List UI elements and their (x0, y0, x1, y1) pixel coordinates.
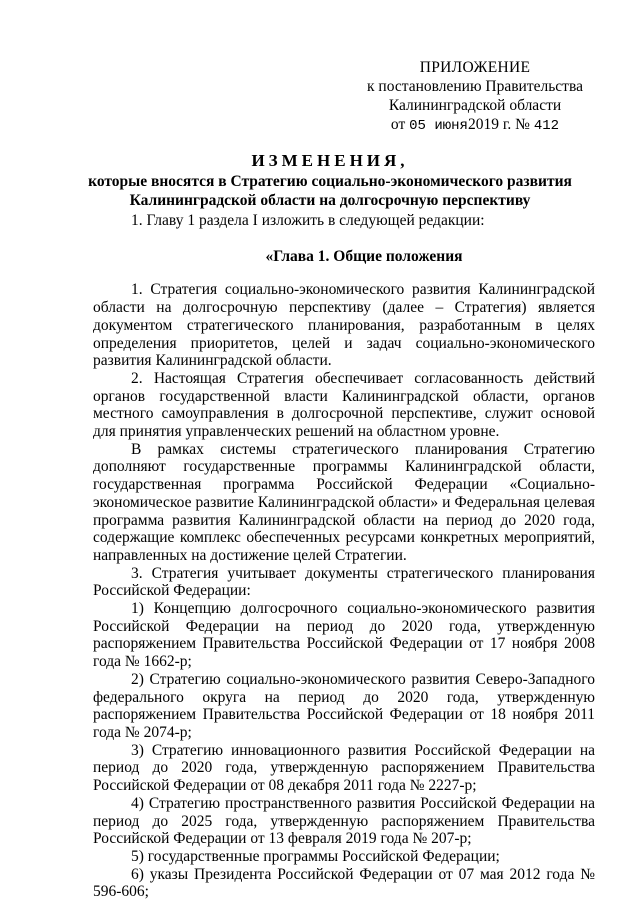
date-value: 05 июня (409, 118, 468, 134)
appendix-block (360, 58, 590, 136)
paragraph: 2. Настоящая Стратегия обеспечивает согласованность действий органов государственной власти Калининградской области, органов местного самоуправления в долгосрочной перспективе, служит основой для принятия управленческих решений на областном уровне. (93, 369, 595, 441)
appendix-date-line (360, 115, 590, 136)
paragraph: В рамках системы стратегического планирования Стратегию дополняют государственные программы Калининградской области, государственная программа Российской Федерации «Социально-экономическое развитие Калининградской области» и Федеральная целевая программа развития Калининградской области на период до 2020 года, содержащие комплекс обеспеченных ресурсами конкретных мероприятий, направленных на достижение целей Стратегии. (93, 440, 595, 564)
list-item: 5) государственные программы Российской Федерации; (131, 847, 500, 865)
paragraph: 3. Стратегия учитывает документы стратегического планирования Российской Федерации: (93, 564, 595, 600)
paragraph: 1. Стратегия социально-экономического развития Калининградской области на долгосрочную перспективу (далее – Стратегия) является документом стратегического планирования, разработанным в целях определения приоритетов, целей и задач социально-экономического развития Калининградской области. (93, 281, 595, 370)
heading-main: ИЗМЕНЕНИЯ, (251, 151, 409, 170)
list-item: 2) Стратегию социально-экономического развития Северо-Западного федерального округа на период до 2020 года, утвержденную распоряжением Правительства Российской Федерации от 18 ноября 2011 года № 2074-р; (93, 670, 595, 741)
appendix-title: ПРИЛОЖЕНИЕ (419, 59, 531, 76)
list-item: 4) Стратегию пространственного развития Российской Федерации на период до 2025 года, утвержденную распоряжением Правительства Российской Федерации от 13 февраля 2019 года № 207-р; (93, 794, 595, 848)
date-year: 2019 г. № (467, 116, 530, 133)
chapter-title: «Глава 1. Общие положения (265, 247, 463, 265)
list-item: 1) Концепцию долгосрочного социально-экономического развития Российской Федерации на период до 2020 года, утвержденную распоряжением Правительства Российской Федерации от 17 ноября 2008 года № 1662-р; (93, 600, 595, 671)
heading-subtitle-1: которые вносятся в Стратегию социально-экономического развития (88, 173, 572, 190)
document-body (93, 212, 595, 901)
list-item: 3) Стратегию инновационного развития Российской Федерации на период до 2020 года, утвержденную распоряжением Правительства Российской Федерации от 08 декабря 2011 года № 2227-р; (93, 741, 595, 795)
date-prefix: от (390, 116, 406, 133)
lead-paragraph: 1. Главу 1 раздела I изложить в следующей редакции: (131, 212, 485, 229)
document-heading (60, 150, 600, 210)
heading-subtitle-2: Калининградской области на долгосрочную перспективу (129, 192, 531, 209)
list-item: 6) указы Президента Российской Федерации от 07 мая 2012 года № 596-606; (93, 865, 595, 901)
document-number: 412 (533, 118, 560, 134)
appendix-line-2: Калининградской области (388, 97, 562, 114)
appendix-line-1: к постановлению Правительства (367, 78, 583, 95)
